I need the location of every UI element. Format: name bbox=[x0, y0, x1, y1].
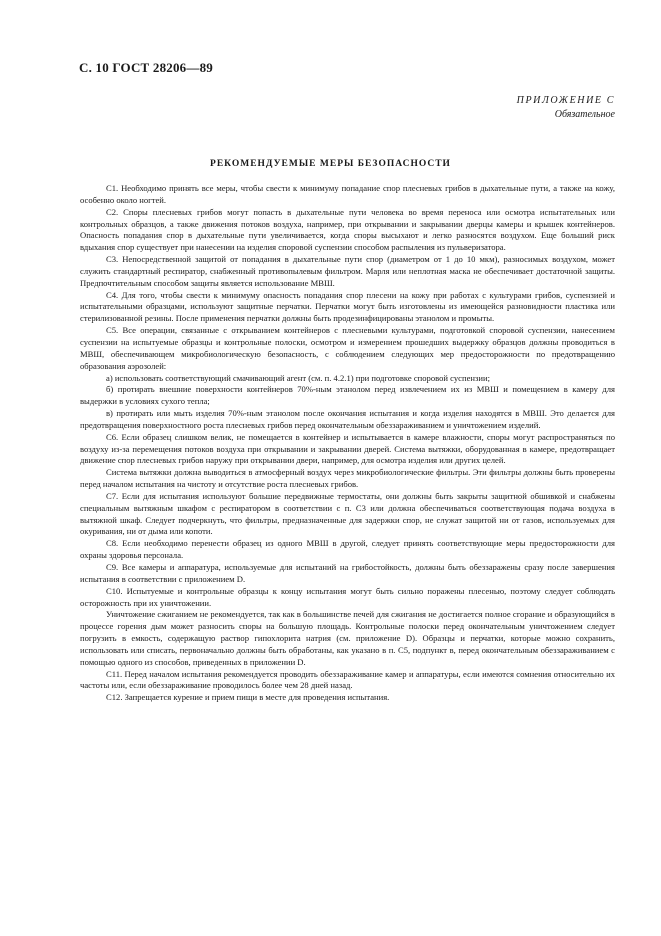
paragraph-c6-cont: Система вытяжки должна выводиться в атмосферный воздух через микробиологические фильтры. Эти фильтры должны быть проверены перед началом испытания на чистоту и отсутствие роста плесневых грибов. bbox=[80, 467, 615, 490]
paragraph-c5-c: в) протирать или мыть изделия 70%-ным этанолом после окончания испытания и когда изделия находятся в МВШ. Это делается для предотвращения поверхностного роста плесневых грибов перед окончательным обеззараживанием и уничтожением изделий. bbox=[80, 408, 615, 430]
paragraph-c1: С1. Необходимо принять все меры, чтобы свести к минимуму попадание спор плесневых грибов в дыхательные пути, а также на кожу, особенно около ногтей. bbox=[80, 183, 615, 205]
paragraph-c10: С10. Испытуемые и контрольные образцы к концу испытания могут быть сильно поражены плесенью, поэтому следует соблюдать осторожность при их уничтожении. bbox=[80, 585, 615, 608]
appendix-block bbox=[517, 94, 615, 122]
paragraph-c6: С6. Если образец слишком велик, не помещается в контейнер и испытывается в камере влажности, споры могут распространяться по воздуху из-за перемещения потоков воздуха при открывании и закрывании дверей. Система вытяжки, оборудованная в камере, предотвращает движение спор плесневых грибов наружу при открывании двери, например, для осмотра изделия или других целей. bbox=[80, 431, 615, 466]
paragraph-c8: С8. Если необходимо перенести образец из одного МВШ в другой, следует принять соответствующие меры предосторожности для охраны здоровья персонала. bbox=[80, 538, 615, 561]
paragraph-c4: С4. Для того, чтобы свести к минимуму опасность попадания спор плесени на кожу при работах с культурами грибов, суспензией и испытательными образцами, используют защитные перчатки. Перчатки могут быть изготовлены из имеющейся разновидности пластика или стерилизованной резины. После применения перчатки должны быть продезинфицированы этанолом и промыты. bbox=[80, 289, 615, 324]
paragraph-c5: С5. Все операции, связанные с открыванием контейнеров с плесневыми культурами, подготовкой споровой суспензии, нанесением суспензии на испытуемые образцы и контрольные полоски, осмотром и измерением прошедших выдержку образцов должны проводиться в МВШ, обеспечивающем микробиологическую безопасность, с соблюдением следующих мер предосторожности по предотвращению образования аэрозолей: bbox=[80, 325, 615, 371]
paragraph-c11: С11. Перед началом испытания рекомендуется проводить обеззараживание камер и аппаратуры, если имеются сомнения относительно их частоты или, если обеззараживание проводилось более чем 28 дней назад. bbox=[80, 668, 615, 691]
paragraph-c2: С2. Споры плесневых грибов могут попасть в дыхательные пути человека во время переноса или осмотра испытательных или контрольных образцов, а также движения потоков воздуха, например, при открывании и закрывании дверцы камеры и крышек контейнеров. Опасность попадания спор в дыхательные пути увеличивается, когда споры высыхают и легко разносятся воздухом. Еще больший риск вдыхания спор существует при нанесении на изделия споровой суспензии способом распыления из пульверизатора. bbox=[80, 206, 615, 253]
paragraph-c7: С7. Если для испытания используют большие передвижные термостаты, они должны быть закрыты защитной обшивкой и снабжены специальным вытяжным шкафом с респиратором в соответствии с п. С3 или должна обеспечиваться соответствующая подача воздуха в вытяжной шкаф. Следует подчеркнуть, что фильтры, предназначенные для задержки спор, не служат защитой ни от газов, используемых для окуривания, ни от дыма или копоти. bbox=[80, 490, 615, 537]
document-body bbox=[80, 183, 615, 704]
paragraph-c9: С9. Все камеры и аппаратура, используемые для испытаний на грибостойкость, должны быть обеззаражены сразу после завершения испытания в соответствии с приложением D. bbox=[80, 562, 615, 584]
appendix-title: ПРИЛОЖЕНИЕ С bbox=[516, 95, 615, 106]
page-header-label: С. 10 ГОСТ 28206—89 bbox=[79, 60, 213, 75]
paragraph-c5-b: б) протирать внешние поверхности контейнеров 70%-ным этанолом перед извлечением их из МВШ и помещением в камеру для выдержки в условиях сухого тепла; bbox=[80, 384, 615, 407]
appendix-subtitle: Обязательное bbox=[554, 109, 615, 120]
section-title: РЕКОМЕНДУЕМЫЕ МЕРЫ БЕЗОПАСНОСТИ bbox=[210, 159, 451, 169]
paragraph-c12: С12. Запрещается курение и прием пищи в месте для проведения испытания. bbox=[106, 692, 390, 703]
paragraph-c10-cont: Уничтожение сжиганием не рекомендуется, так как в большинстве печей для сжигания не достигается полное сгорание и образующийся в процессе горения дым может разносить споры на большую площадь. Контрольные полоски перед окончательным уничтожением следует погрузить в емкость, содержащую раствор гипохлорита натрия (см. приложение D). Образцы и перчатки, которые можно сохранить, использовать или списать, первоначально должны быть обработаны, как указано в п. С5, подпункт в, перед окончательным обеззараживанием с помощью одного из способов, приведенных в приложении D. bbox=[80, 609, 615, 667]
paragraph-c5-a: а) использовать соответствующий смачивающий агент (см. п. 4.2.1) при подготовке споровой суспензии; bbox=[106, 372, 490, 383]
paragraph-c3: С3. Непосредственной защитой от попадания в дыхательные пути спор (диаметром от 1 до 10 мкм), разносимых воздухом, может служить стандартный респиратор, снабженный противопылевым фильтром. Марля или неплотная маска не обеспечивает достаточной защиты. Предпочтительным способом защиты является использование МВШ. bbox=[80, 254, 615, 288]
